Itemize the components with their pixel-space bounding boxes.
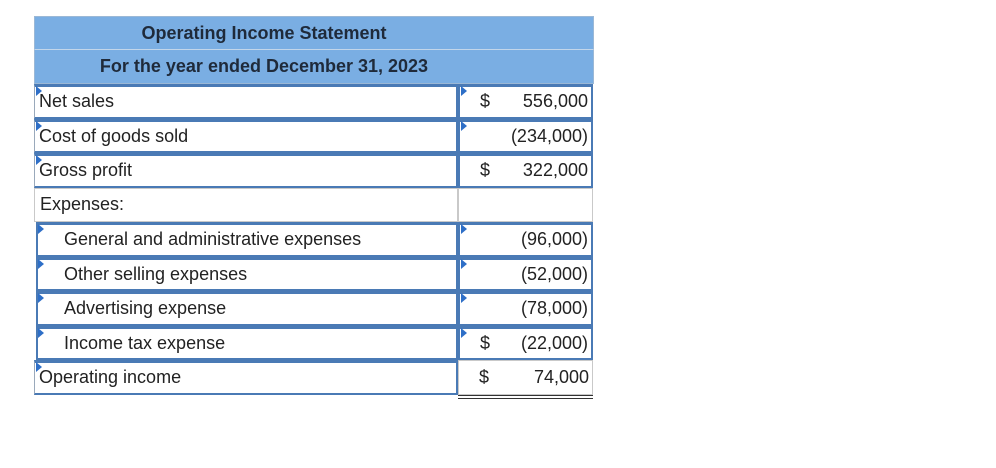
gross-profit-amount: 322,000 bbox=[522, 160, 588, 181]
table-row bbox=[34, 119, 594, 154]
dropdown-marker-icon bbox=[461, 224, 467, 234]
general-admin-expenses-amount-field[interactable] bbox=[458, 222, 593, 257]
advertising-expense-label-field[interactable]: Advertising expense bbox=[36, 291, 458, 326]
statement-period-row bbox=[34, 50, 594, 84]
currency-symbol: $ bbox=[480, 160, 491, 181]
income-tax-expense-label-field[interactable]: Income tax expense bbox=[36, 326, 458, 361]
dropdown-marker-icon bbox=[36, 121, 42, 131]
table-row bbox=[34, 291, 594, 326]
table-row bbox=[34, 222, 594, 257]
income-statement-table bbox=[34, 16, 594, 399]
dropdown-marker-icon bbox=[461, 86, 467, 96]
general-admin-expenses-amount: (96,000) bbox=[520, 229, 588, 250]
operating-income-label-field[interactable]: Operating income bbox=[34, 360, 458, 395]
income-tax-expense-amount-field[interactable] bbox=[458, 326, 593, 361]
gross-profit-amount-field[interactable] bbox=[458, 153, 593, 188]
dropdown-marker-icon bbox=[461, 121, 467, 131]
double-underline bbox=[458, 395, 593, 399]
other-selling-expenses-amount-field[interactable] bbox=[458, 257, 593, 292]
operating-income-amount-field[interactable] bbox=[458, 360, 593, 395]
net-sales-label-field[interactable]: Net sales bbox=[34, 84, 458, 119]
dropdown-marker-icon bbox=[461, 328, 467, 338]
dropdown-marker-icon bbox=[36, 362, 42, 372]
dropdown-marker-icon bbox=[38, 328, 44, 338]
advertising-expense-amount-field[interactable] bbox=[458, 291, 593, 326]
dropdown-marker-icon bbox=[36, 155, 42, 165]
dropdown-marker-icon bbox=[36, 86, 42, 96]
gross-profit-label-field[interactable]: Gross profit bbox=[34, 153, 458, 188]
table-row bbox=[34, 326, 594, 361]
statement-period: For the year ended December 31, 2023 bbox=[99, 56, 429, 76]
general-admin-expenses-label-field[interactable]: General and administrative expenses bbox=[36, 222, 458, 257]
statement-title-row bbox=[34, 16, 594, 50]
operating-income-amount: 74,000 bbox=[533, 366, 589, 387]
table-row bbox=[34, 360, 594, 395]
dropdown-marker-icon bbox=[38, 293, 44, 303]
currency-symbol: $ bbox=[480, 91, 491, 112]
cost-of-goods-sold-label-field[interactable]: Cost of goods sold bbox=[34, 119, 458, 154]
income-tax-expense-amount: (22,000) bbox=[520, 332, 588, 353]
advertising-expense-amount: (78,000) bbox=[520, 298, 588, 319]
table-row bbox=[34, 153, 594, 188]
other-selling-expenses-amount: (52,000) bbox=[520, 263, 588, 284]
currency-symbol: $ bbox=[479, 366, 490, 387]
table-row bbox=[34, 84, 594, 119]
expenses-amount-cell bbox=[458, 188, 593, 223]
currency-symbol: $ bbox=[480, 332, 491, 353]
statement-title: Operating Income Statement bbox=[141, 22, 387, 43]
dropdown-marker-icon bbox=[461, 259, 467, 269]
dropdown-marker-icon bbox=[461, 293, 467, 303]
table-row bbox=[34, 257, 594, 292]
cost-of-goods-sold-amount: (234,000) bbox=[510, 125, 588, 146]
expenses-heading: Expenses: bbox=[34, 188, 458, 223]
cost-of-goods-sold-amount-field[interactable] bbox=[458, 119, 593, 154]
dropdown-marker-icon bbox=[38, 224, 44, 234]
net-sales-amount-field[interactable] bbox=[458, 84, 593, 119]
net-sales-amount: 556,000 bbox=[522, 91, 588, 112]
dropdown-marker-icon bbox=[38, 259, 44, 269]
other-selling-expenses-label-field[interactable]: Other selling expenses bbox=[36, 257, 458, 292]
table-row bbox=[34, 188, 594, 223]
